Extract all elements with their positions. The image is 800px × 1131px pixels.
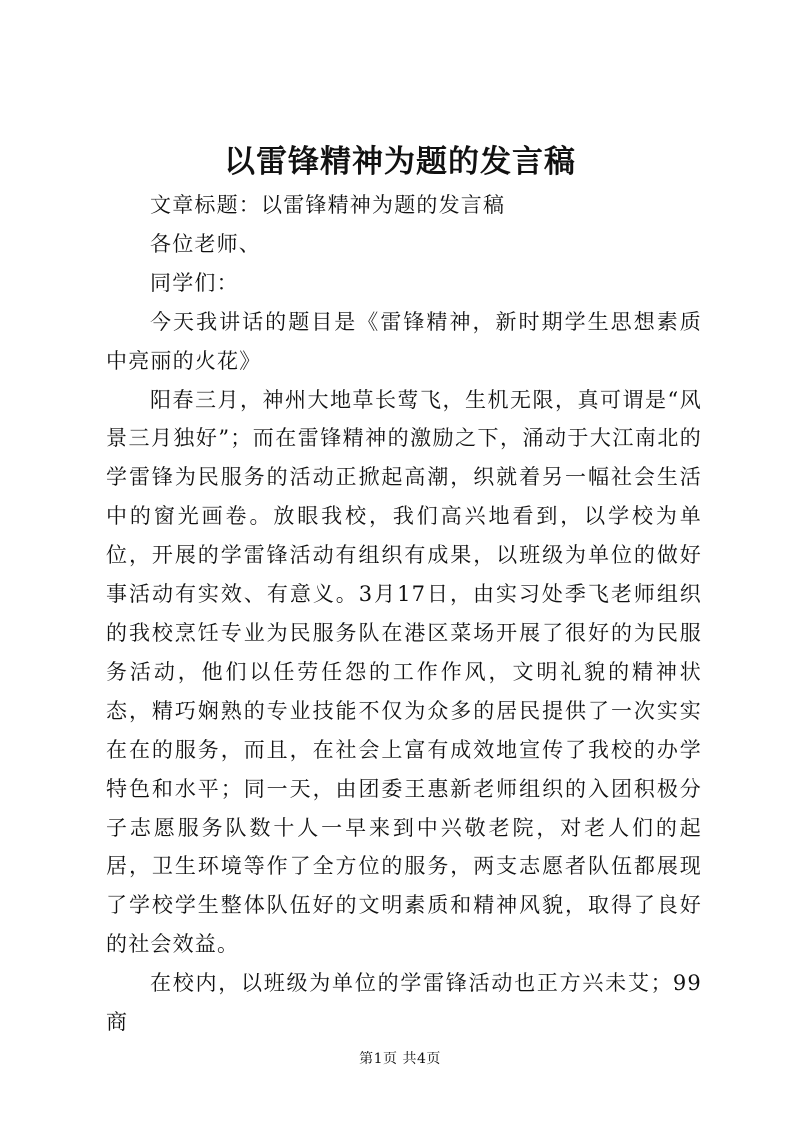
paragraph-salutation-teachers: 各位老师、	[150, 231, 261, 256]
document-body	[106, 186, 702, 1042]
paragraph-speech-topic: 今天我讲话的题目是《雷锋精神，新时期学生思想素质中亮丽的火花》	[106, 309, 702, 373]
paragraph-campus-activities: 在校内，以班级为单位的学雷锋活动也正方兴未艾；99商	[106, 971, 702, 1035]
paragraph-salutation-students: 同学们：	[150, 270, 239, 295]
page-footer: 第1页 共4页	[359, 1051, 441, 1067]
paragraph-main-content: 阳春三月，神州大地草长莺飞，生机无限，真可谓是“风景三月独好”；而在雷锋精神的激励之下，涌动于大江南北的学雷锋为民服务的活动正掀起高潮，织就着另一幅社会生活中的窗光画卷。放眼我校，我们高兴地看到，以学校为单位，开展的学雷锋活动有组织有成果，以班级为单位的做好事活动有实效、有意义。3月17日，由实习处季飞老师组织的我校烹饪专业为民服务队在港区菜场开展了很好的为民服务活动，他们以任劳任怨的工作作风，文明礼貌的精神状态，精巧娴熟的专业技能不仅为众多的居民提供了一次实实在在的服务，而且，在社会上富有成效地宣传了我校的办学特色和水平；同一天，由团委王惠新老师组织的入团积极分子志愿服务队数十人一早来到中兴敬老院，对老人们的起居，卫生环境等作了全方位的服务，两支志愿者队伍都展现了学校学生整体队伍好的文明素质和精神风貌，取得了良好的社会效益。	[106, 387, 702, 957]
document-title: 以雷锋精神为题的发言稿	[224, 144, 576, 180]
paragraph-article-title: 文章标题：以雷锋精神为题的发言稿	[150, 193, 506, 217]
